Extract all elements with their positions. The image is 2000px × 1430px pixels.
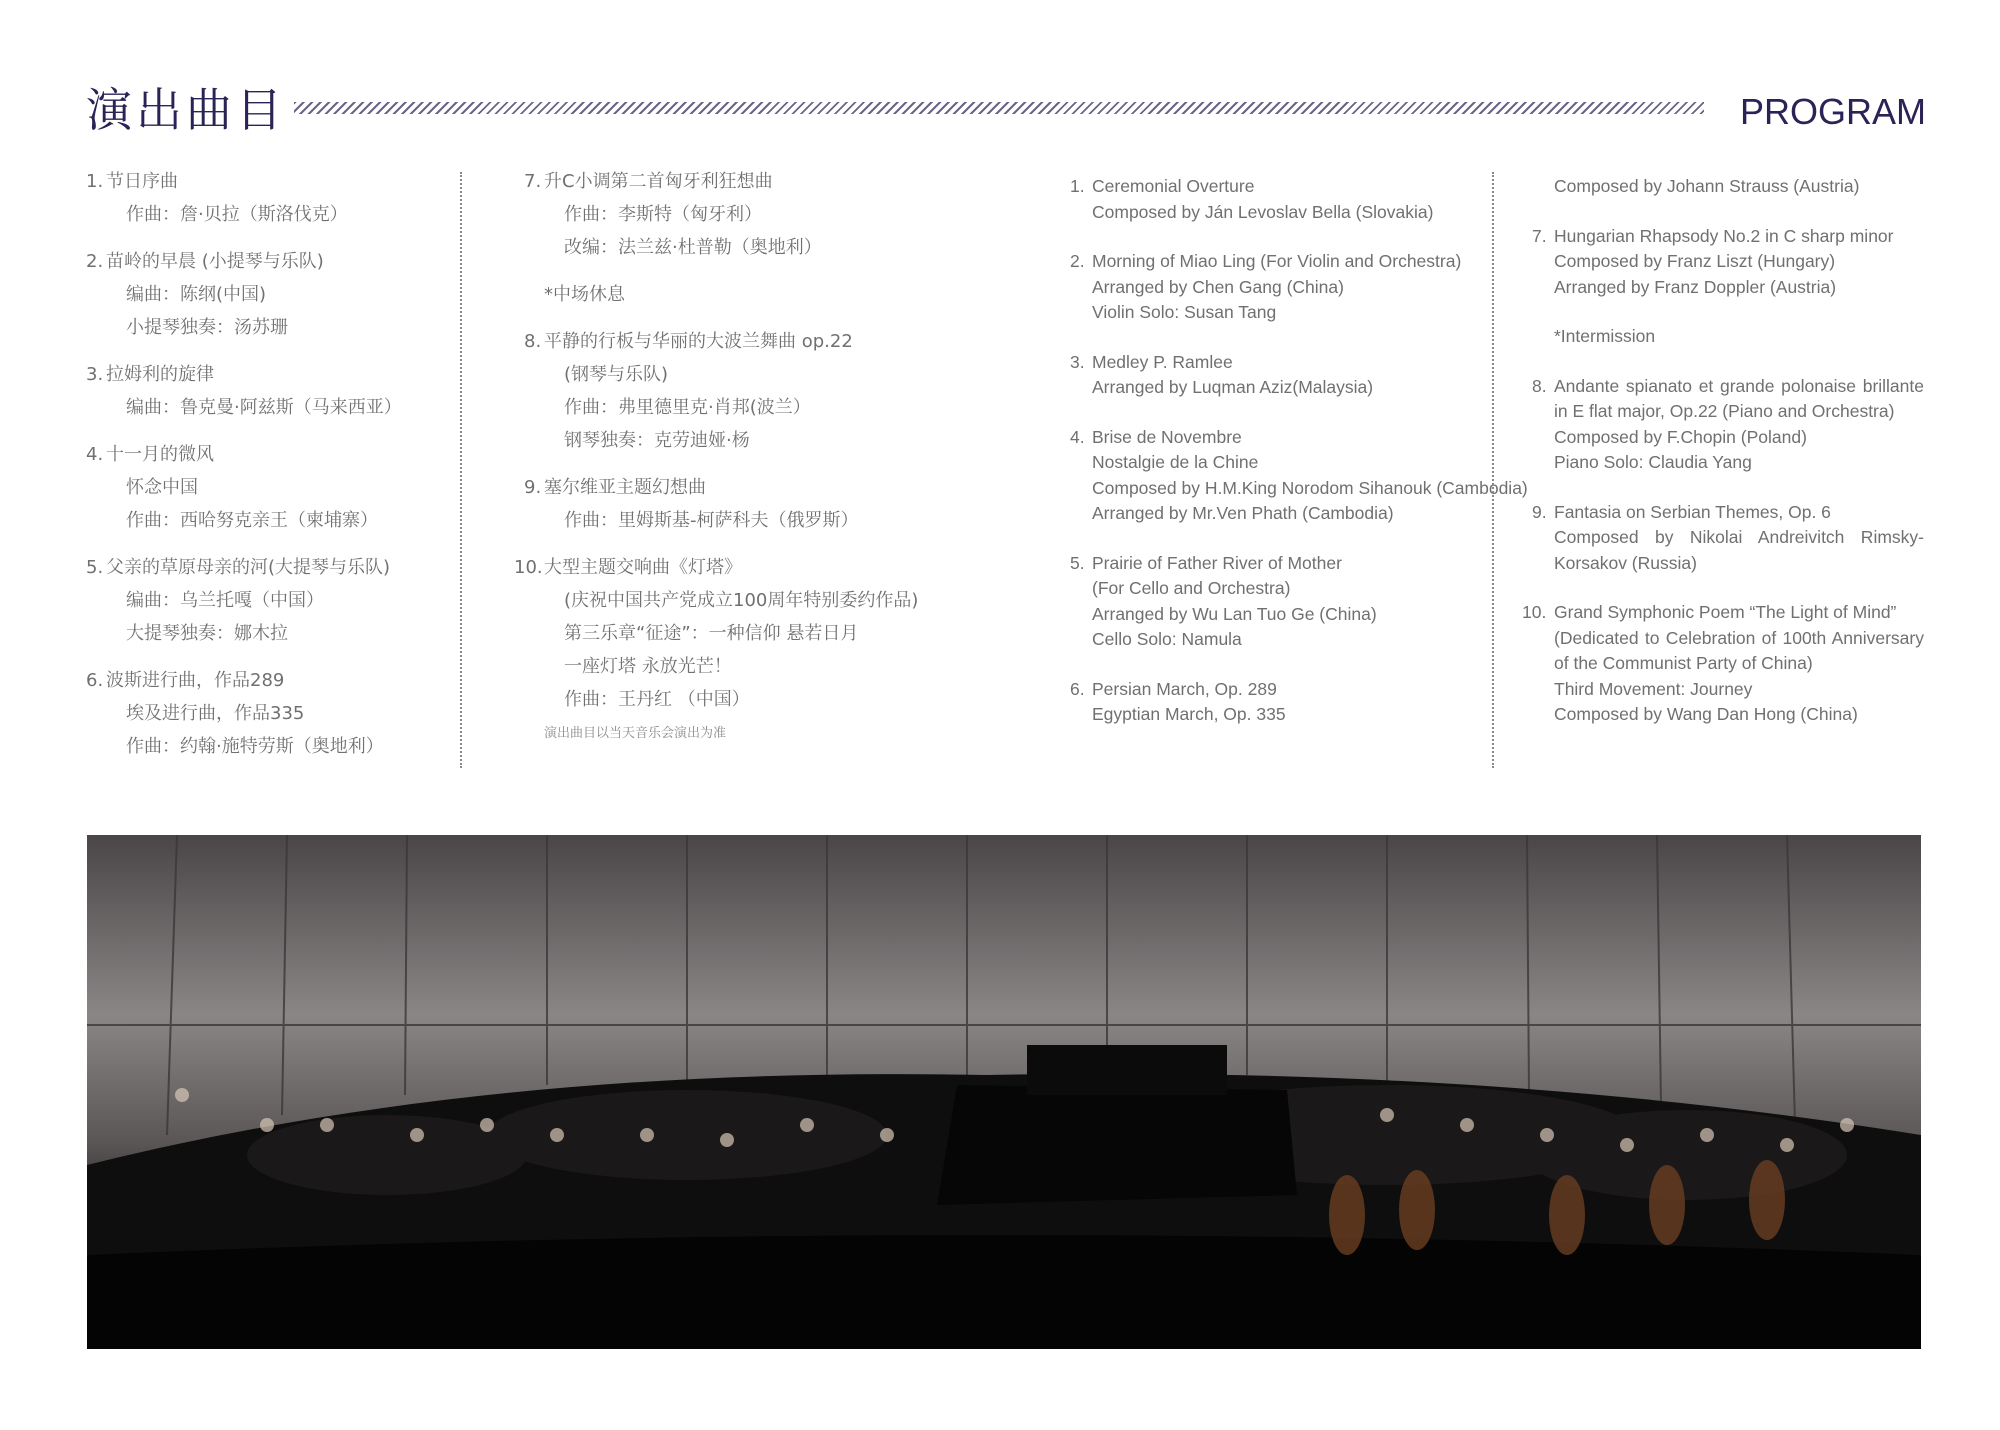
program-item-detail: Arranged by Chen Gang (China)	[1092, 276, 1344, 297]
program-item	[1532, 500, 1924, 577]
program-item-number: 10.	[514, 557, 543, 578]
program-item-number: 7.	[524, 171, 542, 192]
program-item	[1070, 551, 1460, 653]
program-item-detail: Composed by Ján Levoslav Bella (Slovakia)	[1092, 201, 1434, 222]
program-list-english-part1	[1070, 174, 1528, 728]
program-item-number: 5.	[1070, 552, 1085, 573]
program-item	[1070, 425, 1528, 527]
program-item-title: Grand Symphonic Poem “The Light of Mind”	[1554, 602, 1897, 622]
program-list-english-part2	[1522, 174, 1924, 728]
program-item-number: 3.	[1070, 351, 1085, 372]
program-disclaimer-note: 演出曲目以当天音乐会演出为准	[544, 726, 727, 741]
program-note	[1532, 174, 1924, 200]
orchestra-performance-photo	[87, 835, 1921, 1349]
program-item-title: Medley P. Ramlee	[1092, 351, 1233, 372]
program-item-detail: 编曲：乌兰托嘎（中国）	[126, 590, 324, 611]
program-list-chinese-part1	[86, 165, 446, 763]
program-item-detail: Composed by Nikolai Andreivitch Rimsky-Korsakov (Russia)	[1554, 527, 1924, 573]
program-item-number: 2.	[86, 251, 104, 272]
program-item-detail: 编曲：陈纲(中国)	[126, 284, 267, 305]
program-item-number: 1.	[86, 171, 104, 192]
program-item	[86, 551, 446, 650]
program-item-title: Composed by Johann Strauss (Austria)	[1554, 176, 1860, 196]
program-item	[1532, 374, 1924, 476]
program-item-detail: 钢琴独奏：克劳迪娅·杨	[564, 430, 750, 451]
orchestra-stage-illustration	[87, 835, 1921, 1349]
program-item-detail: (Dedicated to Celebration of 100th Anniversary of the Communist Party of China)	[1554, 627, 1924, 673]
program-item	[514, 551, 944, 716]
program-item-detail: Composed by Wang Dan Hong (China)	[1554, 704, 1858, 724]
program-item-detail: Composed by F.Chopin (Poland)	[1554, 426, 1807, 447]
program-item-title: 大型主题交响曲《灯塔》	[544, 557, 742, 578]
program-item	[86, 664, 446, 763]
program-item-detail: 大提琴独奏：娜木拉	[126, 623, 288, 644]
program-list-chinese-part2	[514, 165, 944, 744]
program-item-detail: 埃及进行曲，作品335	[126, 703, 305, 724]
hatched-divider	[294, 102, 1704, 114]
program-item-detail: Egyptian March, Op. 335	[1092, 704, 1286, 724]
program-item-detail: Arranged by Mr.Ven Phath (Cambodia)	[1092, 503, 1394, 523]
program-item-number: 3.	[86, 364, 104, 385]
page-title-chinese: 演出曲目	[86, 83, 286, 137]
page-title-english: PROGRAM	[1739, 91, 1926, 132]
program-item-detail: 编曲：鲁克曼·阿兹斯（马来西亚）	[126, 397, 402, 418]
program-item-title: Morning of Miao Ling (For Violin and Orchestra)	[1092, 251, 1462, 271]
program-item-number: 2.	[1070, 251, 1085, 271]
program-item-detail: 作曲：王丹红 （中国）	[564, 689, 750, 710]
program-item-detail: 第三乐章“征途”：一种信仰 悬若日月	[564, 623, 859, 644]
program-item-detail: 作曲：詹·贝拉（斯洛伐克）	[126, 204, 348, 225]
program-item	[86, 358, 446, 424]
program-item-title: 十一月的微风	[106, 444, 214, 465]
program-item-title: *中场休息	[544, 284, 625, 305]
program-item-detail: Composed by Franz Liszt (Hungary)	[1554, 251, 1836, 271]
program-item-title: Brise de Novembre	[1092, 426, 1242, 447]
program-item-detail: (钢琴与乐队)	[564, 364, 669, 385]
program-item	[1522, 600, 1924, 728]
program-item-number: 7.	[1532, 225, 1547, 246]
program-item-title: Ceremonial Overture	[1092, 176, 1255, 196]
program-item	[1070, 174, 1460, 225]
program-item-detail: 作曲：弗里德里克·肖邦(波兰）	[564, 397, 811, 418]
program-item-title: 升C小调第二首匈牙利狂想曲	[544, 171, 773, 192]
program-item-title: *Intermission	[1554, 326, 1656, 346]
program-item-number: 8.	[1532, 375, 1547, 396]
program-item-detail: Nostalgie de la Chine	[1092, 452, 1259, 472]
program-item-title: 苗岭的早晨 (小提琴与乐队)	[106, 251, 324, 272]
program-item-detail: Piano Solo: Claudia Yang	[1554, 452, 1752, 472]
program-item-detail: 作曲：约翰·施特劳斯（奥地利）	[126, 736, 384, 757]
program-item	[1532, 224, 1924, 301]
program-item-detail: 小提琴独奏：汤苏珊	[126, 317, 288, 338]
program-header	[86, 78, 1926, 148]
program-item-title: 塞尔维亚主题幻想曲	[544, 477, 706, 498]
program-item-title: 波斯进行曲，作品289	[106, 670, 285, 691]
program-item-number: 4.	[1070, 426, 1085, 447]
program-item-number: 1.	[1070, 176, 1085, 196]
program-item	[524, 471, 944, 537]
program-item-detail: Violin Solo: Susan Tang	[1092, 302, 1277, 322]
program-item-title: Persian March, Op. 289	[1092, 678, 1277, 699]
program-item-number: 9.	[1532, 501, 1547, 522]
program-item-detail: Arranged by Wu Lan Tuo Ge (China)	[1092, 603, 1377, 624]
program-item	[86, 165, 446, 231]
program-item-number: 6.	[86, 670, 104, 691]
program-item-number: 9.	[524, 477, 542, 498]
program-item	[1070, 350, 1460, 401]
program-item-title: Hungarian Rhapsody No.2 in C sharp minor	[1554, 225, 1894, 246]
column-divider	[1492, 172, 1494, 768]
program-item-title: Prairie of Father River of Mother	[1092, 552, 1342, 573]
program-item-title: Andante spianato et grande polonaise brillante in E flat major, Op.22 (Piano and Orchestra)	[1554, 375, 1924, 421]
program-item-detail: (庆祝中国共产党成立100周年特别委约作品)	[564, 590, 919, 611]
program-item-title: 节日序曲	[106, 171, 178, 192]
program-note	[524, 278, 944, 311]
program-item	[86, 245, 446, 344]
program-item-detail: 作曲：西哈努克亲王（柬埔寨）	[126, 510, 378, 531]
program-item-title: 父亲的草原母亲的河(大提琴与乐队)	[106, 557, 391, 578]
program-item-detail: 改编：法兰兹·杜普勒（奥地利）	[564, 237, 822, 258]
program-item-detail: 作曲：里姆斯基-柯萨科夫（俄罗斯）	[564, 510, 859, 531]
program-item-detail: Third Movement: Journey	[1554, 678, 1753, 699]
program-item-title: 平静的行板与华丽的大波兰舞曲 op.22	[544, 331, 853, 352]
program-item-number: 5.	[86, 557, 104, 578]
program-note	[1532, 324, 1924, 350]
program-item-title: 拉姆利的旋律	[106, 364, 214, 385]
program-item-number: 4.	[86, 444, 104, 465]
program-item-detail: 怀念中国	[126, 477, 198, 498]
program-item-number: 10.	[1522, 602, 1547, 622]
program-item	[524, 165, 944, 264]
program-item-detail: 一座灯塔 永放光芒！	[564, 656, 732, 677]
program-item-detail: Arranged by Luqman Aziz(Malaysia)	[1092, 377, 1374, 397]
program-item	[1070, 249, 1460, 326]
column-divider	[460, 172, 462, 768]
program-item-title: Fantasia on Serbian Themes, Op. 6	[1554, 501, 1831, 522]
program-item-number: 8.	[524, 331, 542, 352]
program-item	[524, 325, 944, 457]
program-item-detail: 作曲：李斯特（匈牙利）	[564, 204, 762, 225]
program-item-detail: (For Cello and Orchestra)	[1092, 578, 1291, 598]
program-item-detail: Arranged by Franz Doppler (Austria)	[1554, 276, 1837, 297]
program-item-detail: Composed by H.M.King Norodom Sihanouk (Cambodia)	[1092, 477, 1528, 498]
program-item	[86, 438, 446, 537]
program-item-detail: Cello Solo: Namula	[1092, 629, 1242, 649]
program-item	[1070, 677, 1460, 728]
program-item-number: 6.	[1070, 678, 1085, 699]
